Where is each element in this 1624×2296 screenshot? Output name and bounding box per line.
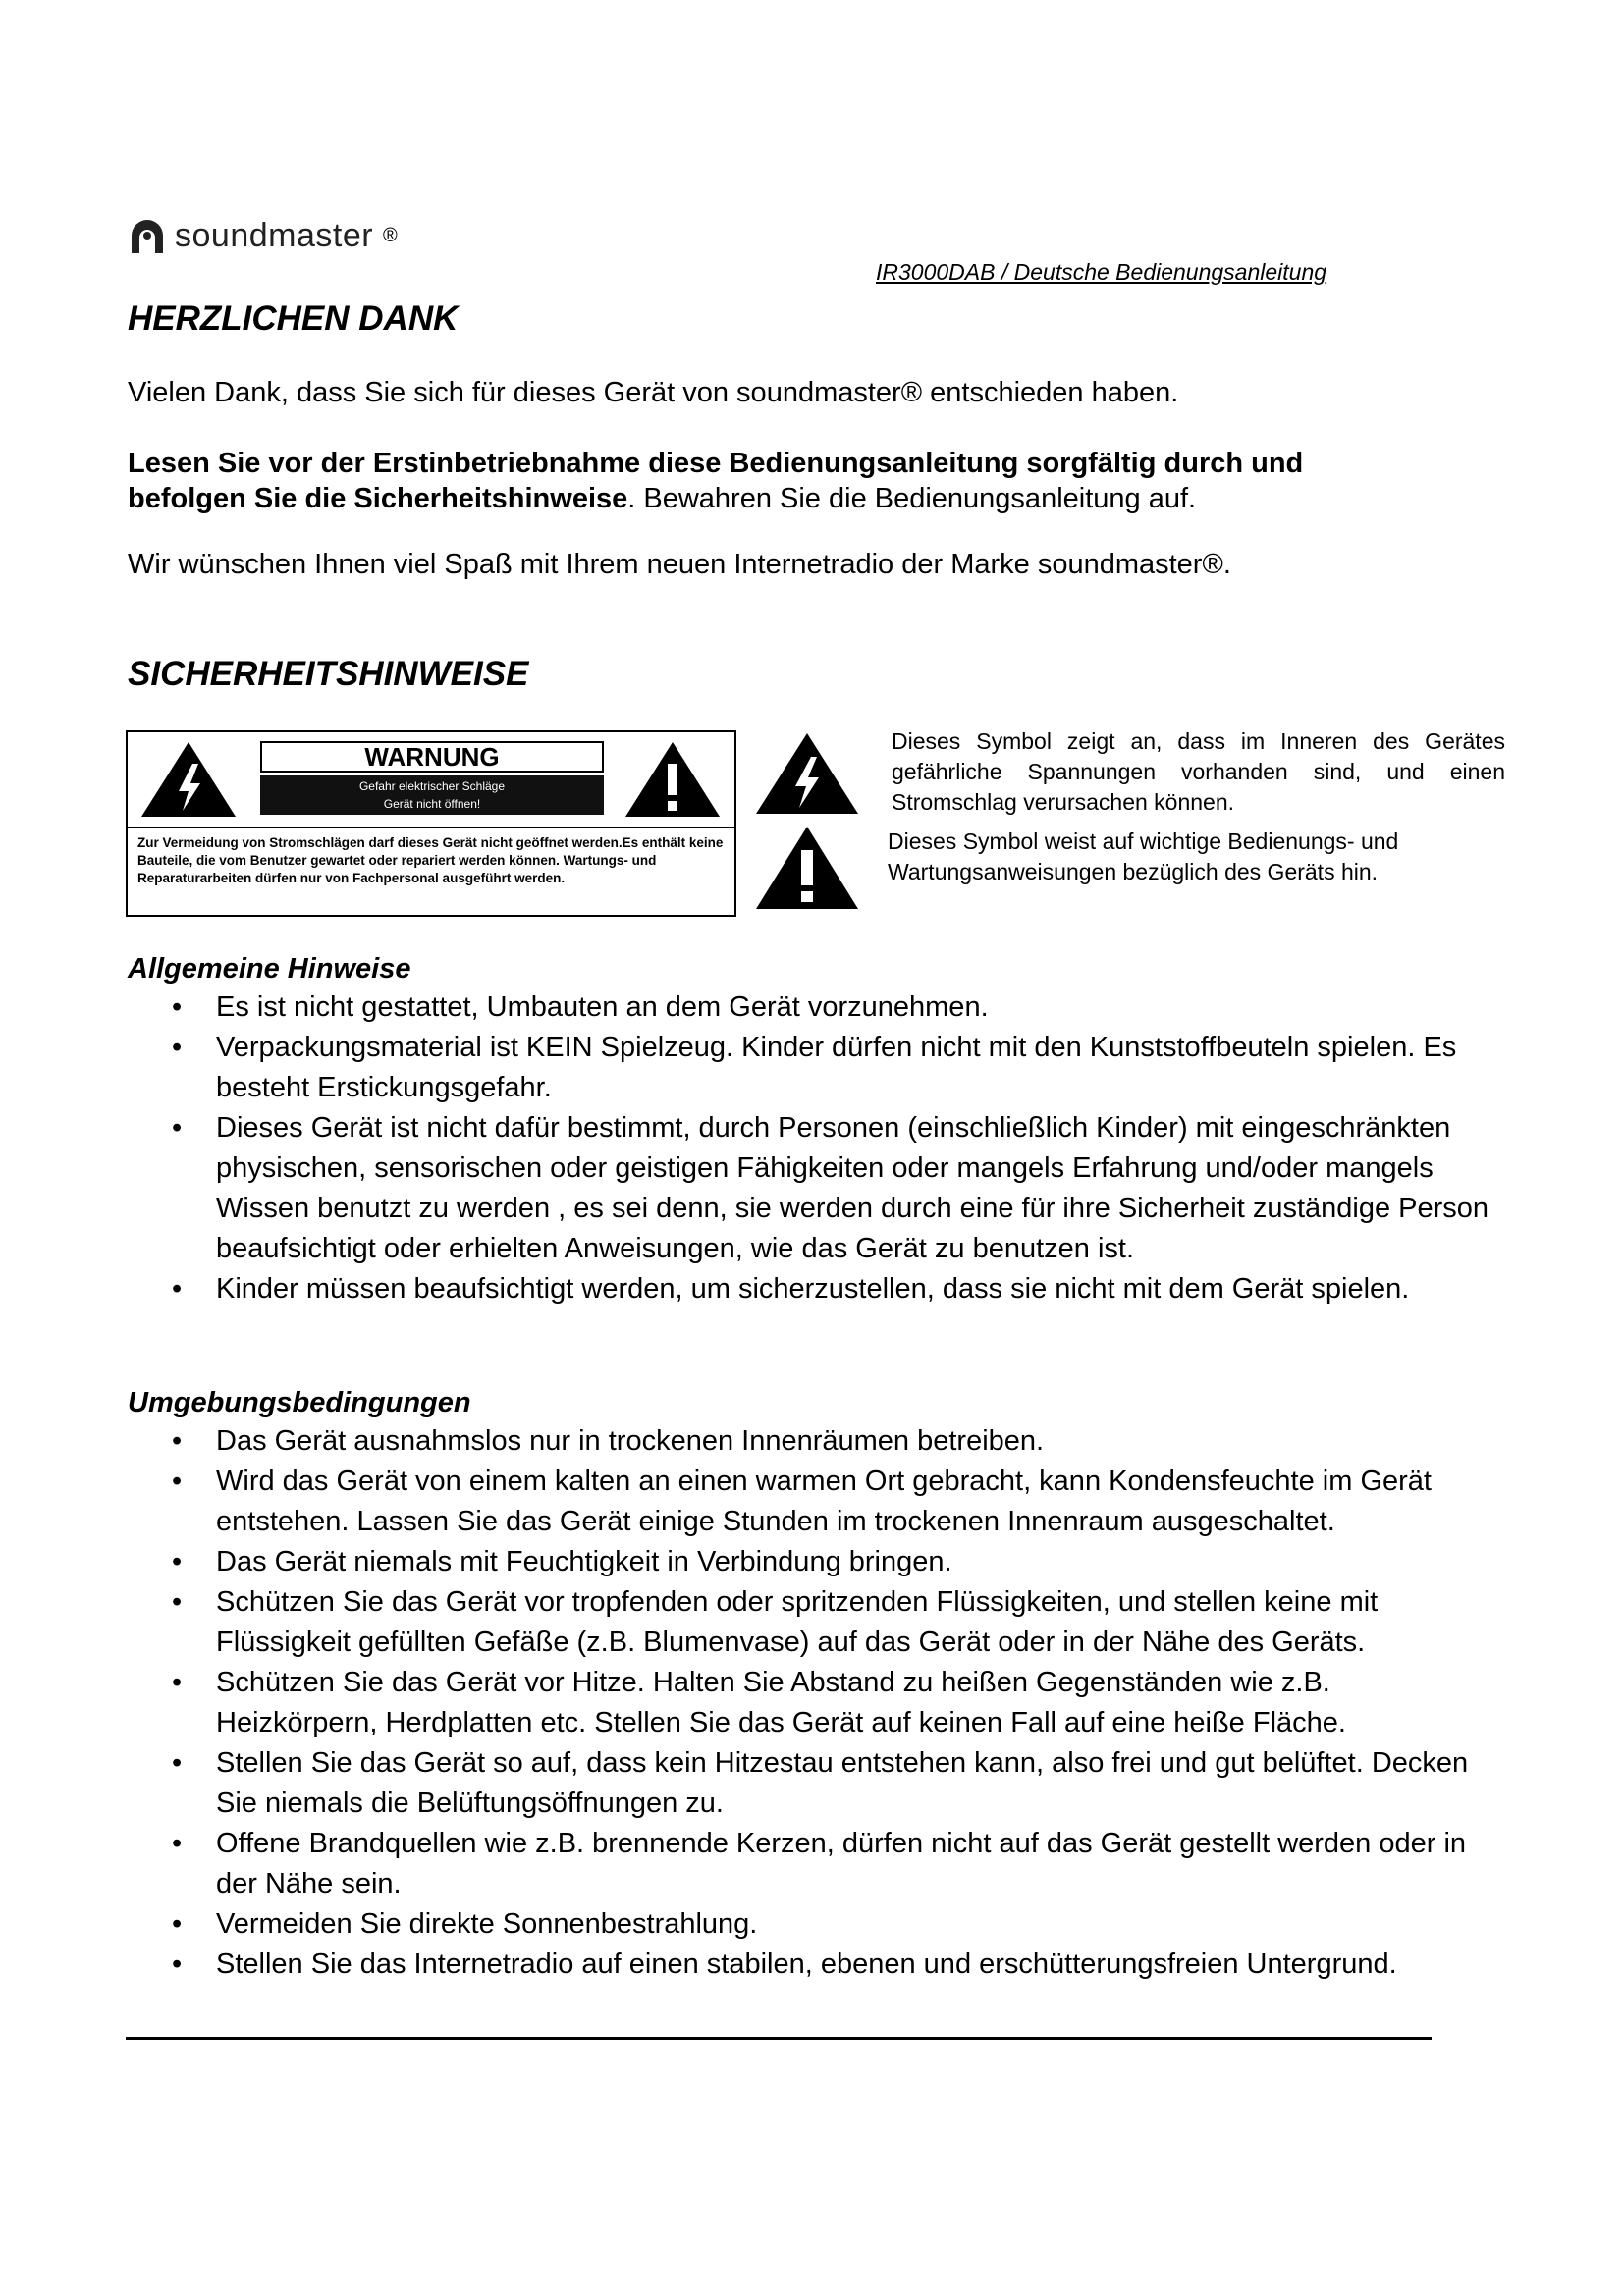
thanks-paragraph-1: Vielen Dank, dass Sie sich für dieses Gerät von soundmaster® entschieden haben. <box>128 377 1179 408</box>
list-item: • Offene Brandquellen wie z.B. brennende Kerzen, dürfen nicht auf das Gerät gestellt werden oder in der Nähe sein. <box>216 1824 1492 1904</box>
environment-list <box>172 1421 1492 1985</box>
list-item: • Das Gerät ausnahmslos nur in trockenen Innenräumen betreiben. <box>216 1421 1492 1462</box>
lightning-symbol-icon <box>754 731 860 816</box>
list-item: • Verpackungsmaterial ist KEIN Spielzeug. Kinder dürfen nicht mit den Kunststoffbeuteln spielen. Es besteht Erstickungsgefahr. <box>216 1028 1492 1108</box>
bullet: • <box>172 1667 183 1698</box>
logo-registered-mark: ® <box>383 224 398 246</box>
soundmaster-logo-icon <box>126 214 169 257</box>
bullet: • <box>172 1112 183 1144</box>
lightning-warning-icon <box>139 740 238 819</box>
bullet: • <box>172 1273 183 1305</box>
symbol-2-description: Dieses Symbol weist auf wichtige Bedienungs- und Wartungsanweisungen bezüglich des Geräts hin. <box>888 828 1399 884</box>
thanks-paragraph-2 <box>128 446 1394 516</box>
environment-heading: Umgebungsbedingungen <box>128 1387 471 1418</box>
list-item: • Schützen Sie das Gerät vor Hitze. Halten Sie Abstand zu heißen Gegenständen wie z.B. Heizkörpern, Herdplatten etc. Stellen Sie das Gerät auf keinen Fall auf eine heiße Fläche. <box>216 1663 1492 1743</box>
thanks-paragraph-2-bold: Lesen Sie vor der Erstinbetriebnahme diese Bedienungsanleitung sorgfältig durch und befolgen Sie die Sicherheitshinweise <box>128 448 1304 514</box>
list-item: • Es ist nicht gestattet, Umbauten an dem Gerät vorzunehmen. <box>216 988 1492 1028</box>
bullet: • <box>172 1466 183 1497</box>
bullet: • <box>172 1586 183 1618</box>
thanks-paragraph-3: Wir wünschen Ihnen viel Spaß mit Ihrem neuen Internetradio der Marke soundmaster®. <box>128 549 1231 580</box>
list-item: • Das Gerät niemals mit Feuchtigkeit in Verbindung bringen. <box>216 1542 1492 1582</box>
list-item: • Stellen Sie das Gerät so auf, dass kein Hitzestau entstehen kann, also frei und gut belüftet. Decken Sie niemals die Belüftungsöffnungen zu. <box>216 1743 1492 1824</box>
warning-box <box>126 730 736 917</box>
thanks-paragraph-2-rest: . Bewahren Sie die Bedienungsanleitung auf. <box>627 483 1197 514</box>
bullet: • <box>172 1546 183 1577</box>
brand-logo <box>126 214 398 257</box>
exclamation-symbol-icon <box>754 825 860 911</box>
bullet: • <box>172 1828 183 1859</box>
bottom-divider <box>126 2037 1432 2040</box>
bullet: • <box>172 991 183 1023</box>
bullet: • <box>172 1032 183 1063</box>
general-heading: Allgemeine Hinweise <box>128 953 411 985</box>
bullet: • <box>172 1747 183 1779</box>
list-item: • Stellen Sie das Internetradio auf einen stabilen, ebenen und erschütterungsfreien Untergrund. <box>216 1945 1492 1985</box>
warning-subtitle <box>260 775 604 815</box>
thanks-heading: HERZLICHEN DANK <box>128 299 459 338</box>
warning-box-text: Zur Vermeidung von Stromschlägen darf dieses Gerät nicht geöffnet werden.Es enthält keine Bauteile, die vom Benutzer gewartet oder repariert werden können. Wartungs- und Reparaturarbeiten dürfen nur von Fachpersonal ausgeführt werden. <box>137 835 724 885</box>
logo-text: soundmaster <box>175 216 374 254</box>
list-item: • Schützen Sie das Gerät vor tropfenden oder spritzenden Flüssigkeiten, und stellen keine mit Flüssigkeit gefüllten Gefäße (z.B. Blumenvase) auf das Gerät oder in der Nähe des Geräts. <box>216 1582 1492 1663</box>
list-item: • Vermeiden Sie direkte Sonnenbestrahlung. <box>216 1904 1492 1945</box>
bullet: • <box>172 1425 183 1457</box>
warning-box-top <box>128 732 734 828</box>
bullet: • <box>172 1949 183 1980</box>
list-item: • Kinder müssen beaufsichtigt werden, um sicherzustellen, dass sie nicht mit dem Gerät spielen. <box>216 1269 1492 1309</box>
document-reference: IR3000DAB / Deutsche Bedienungsanleitung <box>876 259 1327 285</box>
warning-subtitle-line-1: Gefahr elektrischer Schläge <box>358 779 506 793</box>
warning-subtitle-line-2: Gerät nicht öffnen! <box>383 797 481 811</box>
symbol-1-description: Dieses Symbol zeigt an, dass im Inneren des Gerätes gefährliche Spannungen vorhanden sind, und einen Stromschlag verursachen können. <box>892 728 1505 815</box>
bullet: • <box>172 1908 183 1940</box>
list-item: • Wird das Gerät von einem kalten an einen warmen Ort gebracht, kann Kondensfeuchte im Gerät entstehen. Lassen Sie das Gerät einige Stunden im trockenen Innenraum ausgeschaltet. <box>216 1462 1492 1542</box>
warning-title: WARNUNG <box>260 741 604 773</box>
exclamation-warning-icon <box>623 740 722 819</box>
safety-heading: SICHERHEITSHINWEISE <box>128 655 529 693</box>
general-list <box>172 988 1492 1309</box>
list-item: • Dieses Gerät ist nicht dafür bestimmt, durch Personen (einschließlich Kinder) mit eingeschränkten physischen, sensorischen oder geistigen Fähigkeiten oder mangels Erfahrung und/oder mangels Wissen benutzt zu werden , es sei denn, sie werden durch eine für ihre Sicherheit zuständige Person beaufsichtigt oder erhielten Anweisungen, wie das Gerät zu benutzen ist. <box>216 1108 1492 1269</box>
